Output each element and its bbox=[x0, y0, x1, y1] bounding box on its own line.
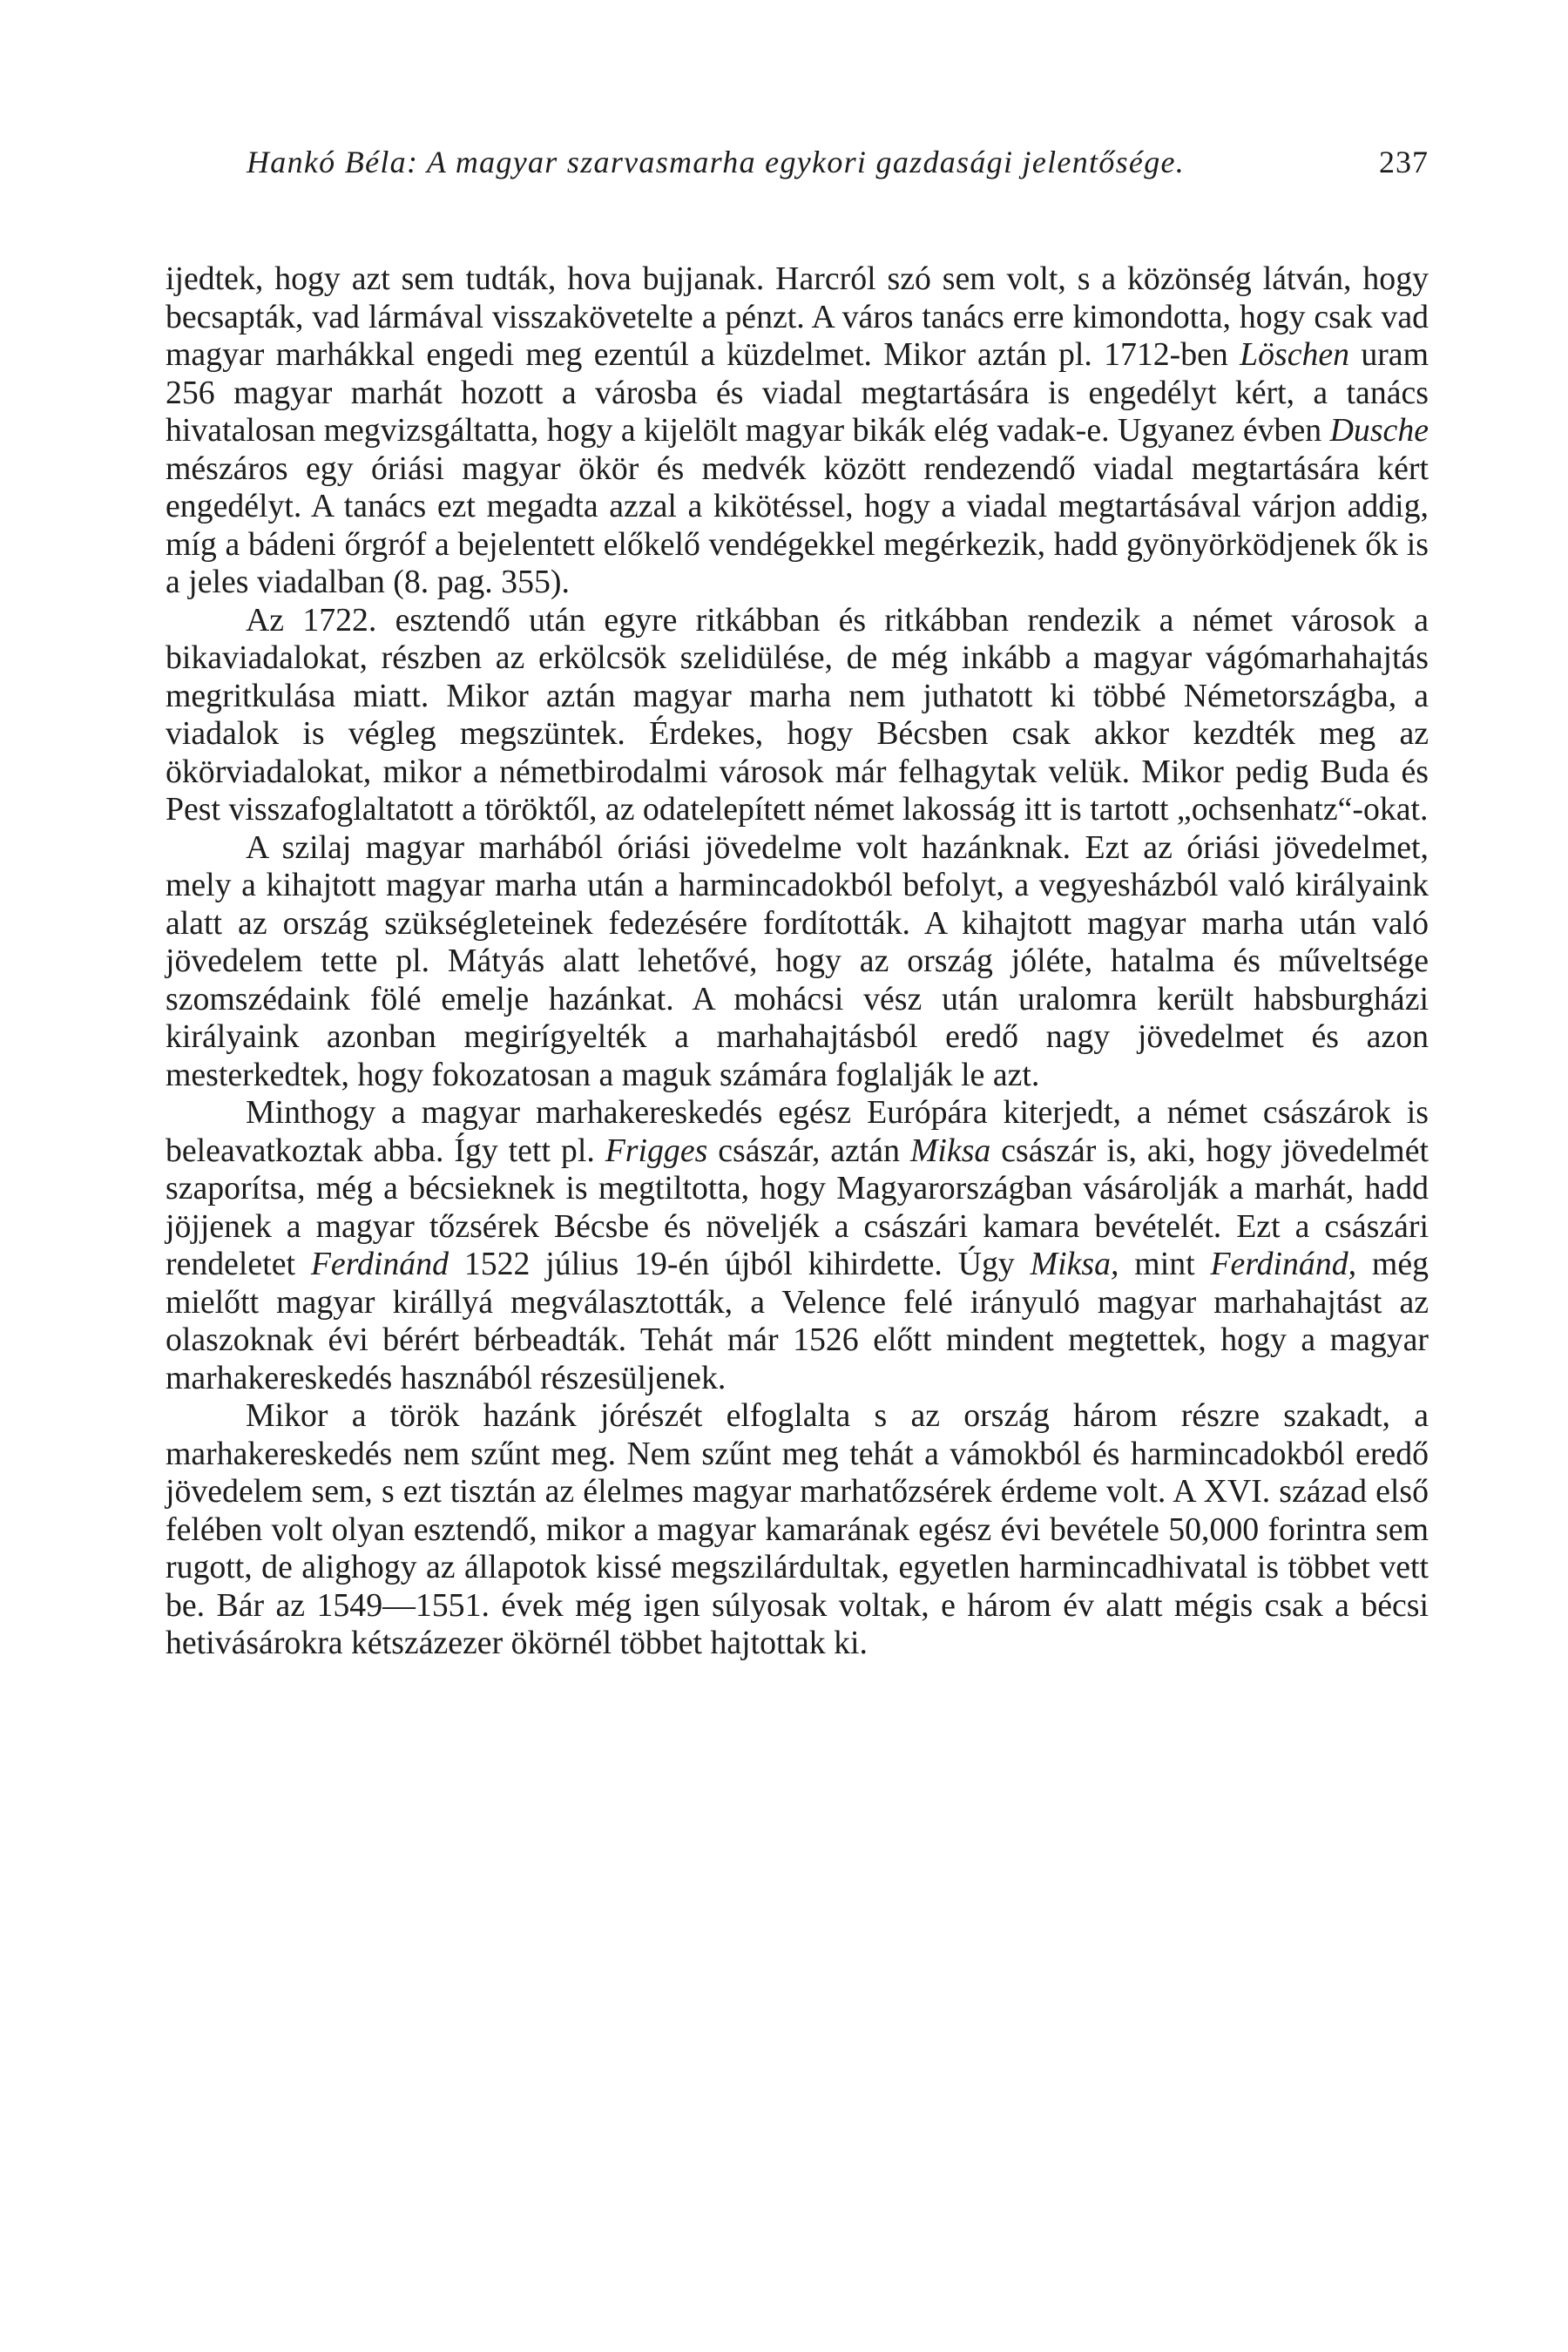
paragraph-4 bbox=[166, 1094, 1429, 1397]
running-title: Hankó Béla: A magyar szarvasmarha egykori gazdasági jelentősége. bbox=[247, 145, 1186, 179]
text-run: ijedtek, hogy azt sem tudták, hova bujjanak. Harcról szó sem volt, s a közönség látván, hogy becsapták, vad lármával visszakövetelte a pénzt. A város tanács erre kimondotta, hogy csak vad magyar marhákkal engedi meg ezentúl a küzdelmet. Mikor aztán pl. 1712-ben bbox=[166, 260, 1429, 373]
text-run: császár is, aki, hogy jövedelmét szaporítsa, még a bécsieknek is megtiltotta, hogy Magyarországban vásárolják a marhát, hadd jöjjenek a magyar tőzsérek Bécsbe és növeljék a császári kamara bevételét. Ezt a császári rendeletet bbox=[166, 1132, 1429, 1282]
body-text bbox=[166, 260, 1429, 1663]
italic-name: Frigges bbox=[605, 1132, 708, 1169]
paragraph-5: Mikor a török hazánk jórészét elfoglalta s az ország három részre szakadt, a marhakereskedés nem szűnt meg. Nem szűnt meg tehát a vámokból és harmincadokból eredő jövedelem sem, s ezt tisztán az élelmes magyar marhatőzsérek érdeme volt. A XVI. század első felében volt olyan esztendő, mikor a magyar kamarának egész évi bevétele 50,000 forintra sem rugott, de alighogy az állapotok kissé megszilárdultak, egyetlen harmincadhivatal is többet vett be. Bár az 1549—1551. évek még igen súlyosak voltak, e három év alatt mégis csak a bécsi hetivásárokra kétszázezer ökörnél többet hajtottak ki. bbox=[166, 1397, 1429, 1661]
paragraph-3: A szilaj magyar marhából óriási jövedelme volt hazánknak. Ezt az óriási jövedelmet, mely a kihajtott magyar marha után a harmincadokból befolyt, a vegyesházból való királyaink alatt az ország szükségleteinek fedezésére fordították. A kihajtott magyar marha után való jövedelem tette pl. Mátyás alatt lehetővé, hogy az ország jóléte, hatalma és műveltsége szomszédaink fölé emelje hazánkat. A mohácsi vész után uralomra került habsburgházi királyaink azonban megirígyelték a marhahajtásból eredő nagy jövedelmet és azon mesterkedtek, hogy fokozatosan a maguk számára foglalják le azt. bbox=[166, 828, 1429, 1093]
text-run: 1522 július 19-én újból kihirdette. Úgy bbox=[449, 1246, 1031, 1282]
running-header bbox=[166, 139, 1429, 185]
paragraph-1 bbox=[166, 260, 1429, 602]
text-run: Minthogy a magyar marhakereskedés egész Európára kiterjedt, a német császárok is beleavatkoztak abba. Így tett pl. bbox=[166, 1094, 1429, 1169]
italic-name: Ferdinánd, bbox=[1210, 1246, 1357, 1282]
italic-name: Miksa, bbox=[1030, 1246, 1119, 1282]
italic-name: Ferdinánd bbox=[310, 1246, 449, 1282]
text-run: uram 256 magyar marhát hozott a városba és viadal megtartására is engedélyt kért, a tanács hivatalosan megvizsgáltatta, hogy a kijelölt magyar bikák elég vadak-e. Ugyanez évben bbox=[166, 336, 1429, 449]
italic-name: Miksa bbox=[909, 1132, 991, 1169]
italic-name: Löschen bbox=[1240, 336, 1350, 373]
text-run: mészáros egy óriási magyar ökör és medvék között rendezendő viadal megtartására kért engedélyt. A tanács ezt megadta azzal a kikötéssel, hogy a viadal megtartásával várjon addig, míg a bádeni őrgróf a bejelentett előkelő vendégekkel megérkezik, hadd gyönyörködjenek ők is a jeles viadalban (8. pag. 355). bbox=[166, 449, 1429, 600]
text-run: császár, aztán bbox=[707, 1132, 910, 1169]
text-run: mint bbox=[1119, 1246, 1211, 1282]
paragraph-2: Az 1722. esztendő után egyre ritkábban és ritkábban rendezik a német városok a bikaviadalokat, részben az erkölcsök szelidülése, de még inkább a magyar vágómarhahajtás megritkulása miatt. Mikor aztán magyar marha nem juthatott ki többé Németországba, a viadalok is végleg megszüntek. Érdekes, hogy Bécsben csak akkor kezdték meg az ökörviadalokat, mikor a németbirodalmi városok már felhagytak velük. Mikor pedig Buda és Pest visszafoglaltatott a töröktől, az odatelepített német lakosság itt is tartott „ochsenhatz“-okat. bbox=[166, 601, 1429, 828]
page-number: 237 bbox=[1379, 145, 1429, 179]
italic-name: Dusche bbox=[1329, 412, 1429, 449]
text-run: még mielőtt magyar királlyá megválasztották, a Velence felé irányuló magyar marhahajtást az olaszoknak évi bérért bérbeadták. Tehát már 1526 előtt mindent megtettek, hogy a magyar marhakereskedés hasznából részesüljenek. bbox=[166, 1246, 1429, 1396]
